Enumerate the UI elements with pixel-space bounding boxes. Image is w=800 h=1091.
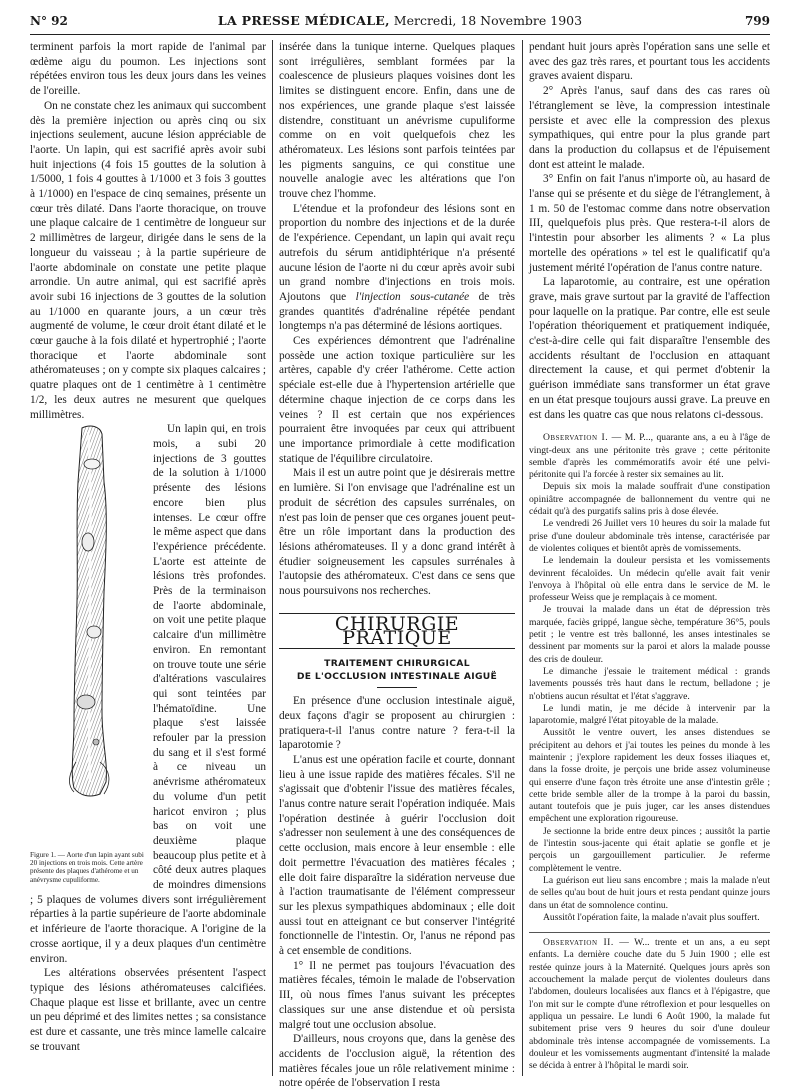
paragraph: La laparotomie, au contraire, est une opération grave, mais grave surtout par la gravité de l'affection pour laquelle on la pratique. Par contre, elle est seule l'opération théoriquement et pratiquement indiquée, c'est-à-dire celle qui fait disparaître l'ensemble des accidents résultant de l'occlusion en attaquant directement la cause, et qui permet d'obtenir la guérison immédiate sans transformer un état grave en un état presque toujours aussi grave. La preuve en est dans les quatre cas que nous relatons ci-dessous. bbox=[529, 276, 770, 421]
column-1 bbox=[30, 40, 266, 1076]
paragraph: Je trouvai la malade dans un état de dépression très marquée, faciès grippé, langue sèche, température 36°5, pouls petit ; le ventre est très ballonné, les anses intestinales se dessinent par moments sur la paroi et alors la malade pousse des cris de douleur. bbox=[529, 604, 770, 665]
paragraph: terminent parfois la mort rapide de l'animal par œdème aigu du poumon. Les injections sont répétées environ tous les deux jours dans les veines de l'oreille. bbox=[30, 41, 266, 98]
paragraph: 2° Après l'anus, sauf dans des cas rares où l'étranglement se lève, la compression intestinale persiste et avec elle la compression des plexus sympathiques, qui entre pour la plus grande part dans la production du collapsus et de l'épuisement dont est atteint le malade. bbox=[529, 85, 770, 171]
paragraph: Mais il est un autre point que je désirerais mettre en lumière. Si l'on envisage que l'adrénaline est un produit de sécrétion des capsules surrénales, on n'est pas loin de penser que ces organes jouent peut-être un rôle important dans la production des lésions athéromateuses. Il y a donc grand intérêt à étudier soigneusement les capsules surrénales à l'autopsie des athéromateux. C'est dans ce sens que nous poursuivons nos recherches. bbox=[279, 467, 515, 598]
observation-1 bbox=[529, 432, 770, 481]
observation-heading: Observation I. bbox=[543, 432, 609, 444]
observation-heading: Observation II. bbox=[543, 937, 614, 949]
paragraph: Aussitôt l'opération faite, la malade n'avait plus souffert. bbox=[543, 911, 760, 923]
column-divider bbox=[272, 40, 273, 1076]
paragraph: On ne constate chez les animaux qui succombent dès la première injection ou après cinq ou six injections seulement, aucune lésion appréciable de l'aorte. Un lapin, qui est sacrifié après avoir subi huit injections (4 fois 15 gouttes de la solution à 1/5000, 1 fois 4 gouttes à 1/1000 et 3 fois 3 gouttes à 1/1000) en l'espace de cinq semaines, présente un cœur très dilaté. Dans l'aorte thoracique, on trouve une plaque calcaire de 1 centimètre de longueur sur 2 millimètres de largeur, dirigée dans le sens de la longueur du vaisseau ; à la partie supérieure de l'aorte abdominale on constate une petite plaque arrondie. Un autre animal, qui est sacrifié après avoir subi 16 injections de 3 gouttes de la solution au 1/1000 en quarante jours, a un cœur très augmenté de volume, le cœur droit étant dilaté et le cœur gauche à la fois dilaté et hypertrophié ; l'aorte thoracique et l'aorte abdominale sont athéromateuses ; on y compte six plaques calcaires ; quatre plaques ont de 1 centimètre à 1 centimètre 1/2, les deux autres ne mesurent que quelques millimètres. bbox=[30, 99, 266, 421]
page-number: 799 bbox=[744, 14, 770, 28]
column-3 bbox=[529, 40, 770, 1076]
paragraph bbox=[279, 202, 515, 334]
article-subtitle: DE L'OCCLUSION INTESTINALE AIGUË bbox=[296, 671, 498, 683]
figure-1 bbox=[30, 422, 148, 884]
paragraph: Ces expériences démontrent que l'adrénaline possède une action toxique particulière sur les artères, capable d'y créer l'athérome. Cette action spéciale est-elle due à l'hypertension artérielle que détermine chaque injection de ce corps dans les veines ? Il est certain que nos expériences pourraient être invoquées par ceux qui attribuent une importance primordiale à cette modification statique de l'équilibre circulatoire. bbox=[279, 335, 515, 465]
page-header bbox=[30, 8, 770, 34]
paragraph: Les altérations observées présentent l'aspect typique des lésions athéromateuses calcifiées. Chaque plaque est lisse et brillante, avec un centre un peu déprimé et des limites nettes ; sa consistance est dure et cassante, une très mince lamelle calcaire se trouvant bbox=[30, 967, 266, 1053]
italic-text: l'injection sous-cutanée bbox=[355, 290, 470, 303]
issue-number: N° 92 bbox=[30, 14, 68, 28]
paragraph: Aussitôt le ventre ouvert, les anses distendues se précipitent au dehors et j'ai toutes les peines du monde à les maintenir ; j'explore rapidement les deux fosses iliaques et, dans la fosse droite, je perçois une bride assez volumineuse qui enserre d'une façon très étroite une anse d'intestin grêle ; cette bride semble aller de la trompe à la paroi du bassin, autant toutefois que je puis juger, car les anses distendues empêchent une exploration rigoureuse. bbox=[529, 727, 770, 825]
column-2 bbox=[279, 40, 516, 1090]
paragraph: La guérison eut lieu sans encombre ; mais la malade n'eut de selles qu'au bout de huit jours et resta pendant quinze jours dans un état de somnolence continu. bbox=[529, 874, 770, 911]
title-rule bbox=[377, 687, 417, 688]
figure-caption: Figure 1. — Aorte d'un lapin ayant subi 20 injections en trois mois. Cette artère présente des plaques d'athérome et un anévrysme cupuliforme. bbox=[30, 850, 144, 884]
paragraph: insérée dans la tunique interne. Quelques plaques sont irrégulières, semblant formées par la coalescence de plusieurs plaques voisines dont les limites se distinguent encore. Enfin, dans une de nos expériences, une grande plaque s'est laissée distendre, constituant un anévrisme cupuliforme comme on en voit quelquefois chez les athéromateux. Les lésions sont parfois teintées par les pigments sanguins, ce qui constitue une nouvelle analogie avec les altérations que l'on trouve chez l'homme. bbox=[279, 41, 515, 201]
journal-name: LA PRESSE MÉDICALE, bbox=[217, 13, 390, 28]
paragraph: Le dimanche j'essaie le traitement médical : grands lavements poussés très haut dans le rectum, belladone ; je n'obtiens aucun résultat et l'état s'aggrave. bbox=[529, 665, 770, 702]
text-run: L'étendue et la profondeur des lésions sont en proportion du nombre des injections et de la durée de l'expérience. Cependant, un lapin qui avait reçu autrefois du sérum antidiphtérique n'a présenté aucune lésion de l'aorte ni du cœur après avoir subi un grand nombre d'injections en trois mois. Ajoutons que bbox=[279, 202, 515, 303]
header-rule bbox=[30, 34, 770, 35]
text-run: — M. P..., quarante ans, a eu à l'âge de vingt-deux ans une péritonite très grave ; cette péritonite semble d'après les commémoratifs avoir été une pelvi-péritonite qui l'a forcée à rester six semaines au lit. bbox=[529, 432, 770, 481]
paragraph: Depuis six mois la malade souffrait d'une constipation opiniâtre accompagnée de ballonnement du ventre qui ne cédait qu'à des purgatifs salins pris à dose élevée. bbox=[529, 481, 770, 518]
paragraph: Un lapin qui, en trois mois, a subi 20 injections de 3 gouttes de la solution à 1/1000 présente des lésions encore bien plus intenses. Le cœur offre le même aspect que dans l'expérience précédente. L'aorte est atteinte de lésions très profondes. Près de la terminaison de l'aorte abdominale, on voit une petite plaque calcaire d'un millimètre environ. En remontant on trouve toute une série d'altérations vasculaires qui sont teintées par l'hématoïdine. Une plaque s'est laissée refouler par la pression du sang et il s'est formé à ce niveau un anévrisme athéromateux du volume d'un petit haricot environ ; plus bas on voit une deuxième plaque beaucoup plus petite et à côté deux autres plaques de moindres dimensions ; 5 plaques de volumes divers sont irrégulièrement réparties à la partie supérieure de l'aorte abdominale et inférieure de l'aorte thoracique. A l'origine de la crosse aortique, il y a deux plaques d'un centimètre environ. bbox=[30, 423, 266, 965]
paragraph: D'ailleurs, nous croyons que, dans la genèse des accidents de l'occlusion aiguë, la rétention des matières fécales joue un rôle relativement minime : notre opérée de l'observation I resta bbox=[279, 1033, 515, 1090]
paragraph: 1° Il ne permet pas toujours l'évacuation des matières fécales, témoin le malade de l'observation III, où nous fîmes l'anus suivant les préceptes classiques sur une anse distendue et où persista malgré tout une occlusion absolue. bbox=[279, 959, 515, 1031]
text-run: — W... trente et un ans, a eu sept enfants. La dernière couche date du 5 Juin 1900 ; elle est restée quinze jours à la Maternité. Quelques jours après son accouchement la malade perçut de violentes douleurs dans l'abdomen, douleurs localisées aux flancs et à l'épigastre, que l'on mit sur le compte d'une rétroflexion et pour lesquelles on appliqua un pessaire. Le lundi 6 Août 1900, la malade fut subitement prise vers 9 heures du soir d'une douleur abdominale très intense accompagnée de vomissements. La douleur et les vomissements augmentant d'intensité la malade se décida à entrer à l'hôpital le mardi soir. bbox=[529, 937, 771, 1072]
observation-separator bbox=[529, 932, 770, 933]
aorta-illustration bbox=[30, 422, 148, 852]
article-title: TRAITEMENT CHIRURGICAL bbox=[324, 658, 470, 670]
section-title: CHIRURGIE PRATIQUE bbox=[334, 612, 460, 650]
issue-date: Mercredi, 18 Novembre 1903 bbox=[393, 13, 583, 28]
observation-2 bbox=[529, 937, 770, 1072]
paragraph: Le lendemain la douleur persista et les vomissements devinrent fécaloïdes. Un médecin qu'elle avait fait venir l'envoya à l'hôpital où elle entra dans le service de M. le professeur Weiss que je remplaçais à ce moment. bbox=[529, 555, 770, 604]
paragraph: L'anus est une opération facile et courte, donnant lieu à une issue rapide des matières fécales. S'il ne s'agissait que d'obtenir l'issue des matières fécales, l'anus contre nature serait l'opération indiquée. Mais l'opération destinée à guérir l'occlusion doit s'adresser non seulement à une des conséquences de cette occlusion, mais encore à leur ensemble : elle doit permettre l'évacuation des matières fécales ; elle doit faire disparaître la sidération nerveuse due à l'action traumatisante de l'élément compresseur sur les plexus sympathiques abdominaux ; elle doit aussi tout en atteignant ce but conserver l'intégrité fonctionnelle de l'intestin. Or, l'anus ne répond pas à cet ensemble de conditions. bbox=[279, 753, 515, 958]
paragraph: 3° Enfin on fait l'anus n'importe où, au hasard de l'anse qui se présente et du siège de l'étranglement, à 1 m. 50 de l'estomac comme dans notre observation III, quelquefois plus près. Que restera-t-il alors de l'intestin pour absorber les aliments ? « La plus mortelle des opérations » tel est le qualificatif qu'a justement mérité l'opération de l'anus contre nature. bbox=[529, 173, 770, 274]
column-divider bbox=[522, 40, 523, 1076]
masthead bbox=[30, 13, 770, 28]
paragraph: pendant huit jours après l'opération sans une selle et avec des gaz très rares, et pourtant tous les accidents graves avaient disparu. bbox=[529, 41, 770, 83]
section-header bbox=[279, 613, 515, 649]
paragraph: Je sectionne la bride entre deux pinces ; aussitôt la partie de l'intestin sous-jacente qui était aplatie se gonfle et je perçois un gargouillement particulier. Je referme complètement le ventre. bbox=[529, 825, 770, 874]
paragraph: Le lundi matin, je me décide à intervenir par la laparotomie, malgré l'état pitoyable de la malade. bbox=[529, 702, 770, 727]
text-run: de très grandes quantités d'adrénaline répétée pendant longtemps n'a pas déterminé de lésions aortiques. bbox=[279, 290, 516, 333]
paragraph: En présence d'une occlusion intestinale aiguë, deux façons d'agir se proposent au chirurgien : pratiquera-t-il l'anus contre nature ? fera-t-il la laparotomie ? bbox=[279, 695, 515, 752]
paragraph: Le vendredi 26 Juillet vers 10 heures du soir la malade fut prise d'une douleur abdominale très intense, caractérisée par de violentes coliques et bientôt après de vomissements. bbox=[529, 518, 770, 554]
